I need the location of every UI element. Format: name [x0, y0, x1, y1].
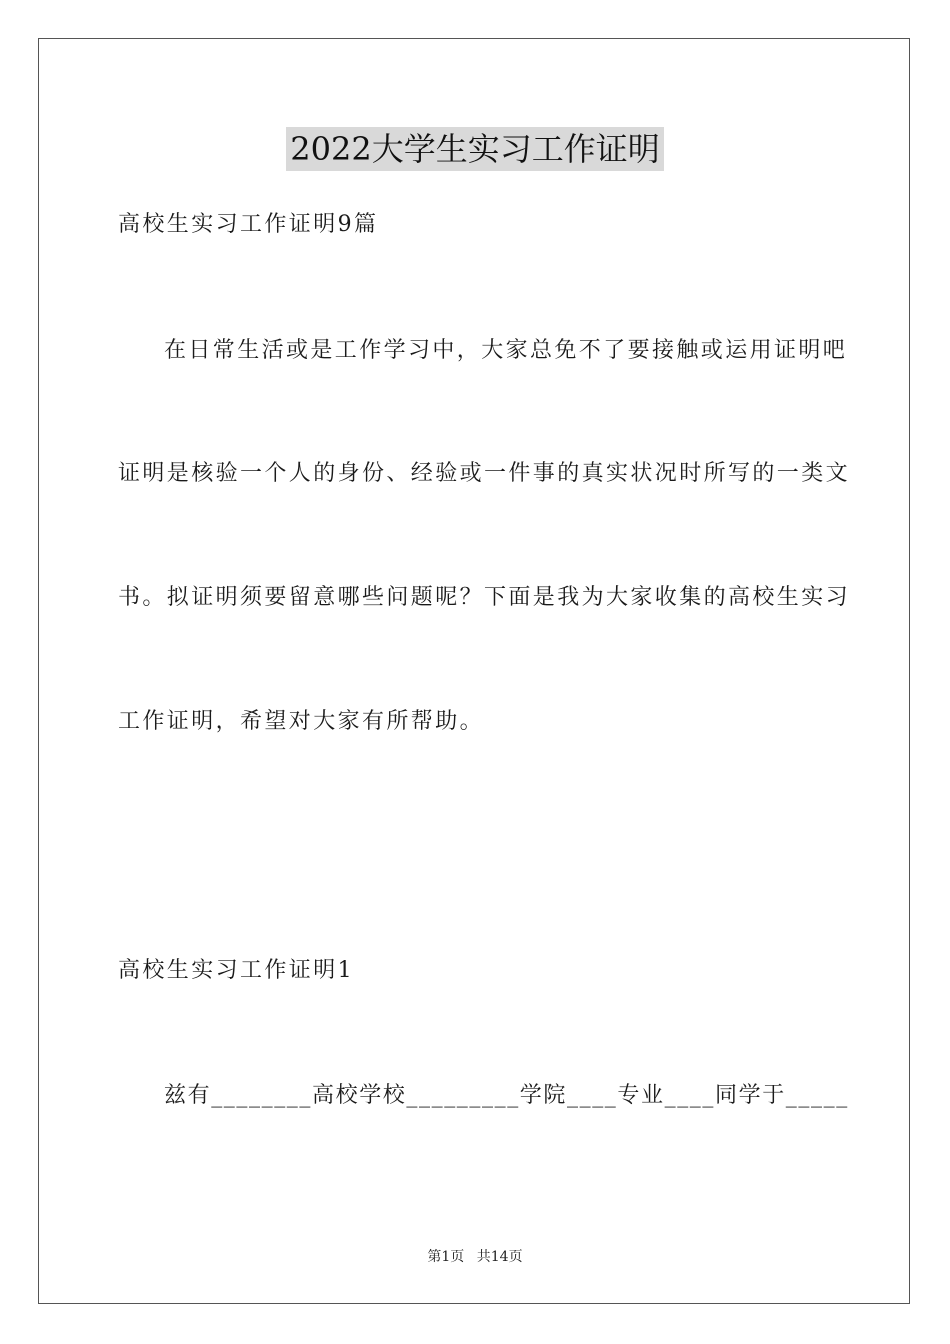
form-line: 兹有________高校学校_________学院____专业____同学于_____: [164, 1083, 849, 1108]
document-subtitle: 高校生实习工作证明9篇: [118, 212, 379, 237]
page-number: 第1页: [427, 1249, 465, 1265]
intro-line-2: 证明是核验一个人的身份、经验或一件事的真实状况时所写的一类文: [118, 461, 851, 486]
section-heading: 高校生实习工作证明1: [118, 958, 354, 983]
page-footer: [0, 1248, 950, 1266]
intro-line-1: 在日常生活或是工作学习中，大家总免不了要接触或运用证明吧: [164, 338, 848, 363]
title-container: [0, 127, 950, 171]
intro-line-4: 工作证明，希望对大家有所帮助。: [118, 709, 485, 734]
document-title: 2022大学生实习工作证明: [286, 127, 663, 171]
intro-line-3: 书。拟证明须要留意哪些问题呢？下面是我为大家收集的高校生实习: [118, 585, 851, 610]
page-total: 共14页: [476, 1249, 523, 1265]
